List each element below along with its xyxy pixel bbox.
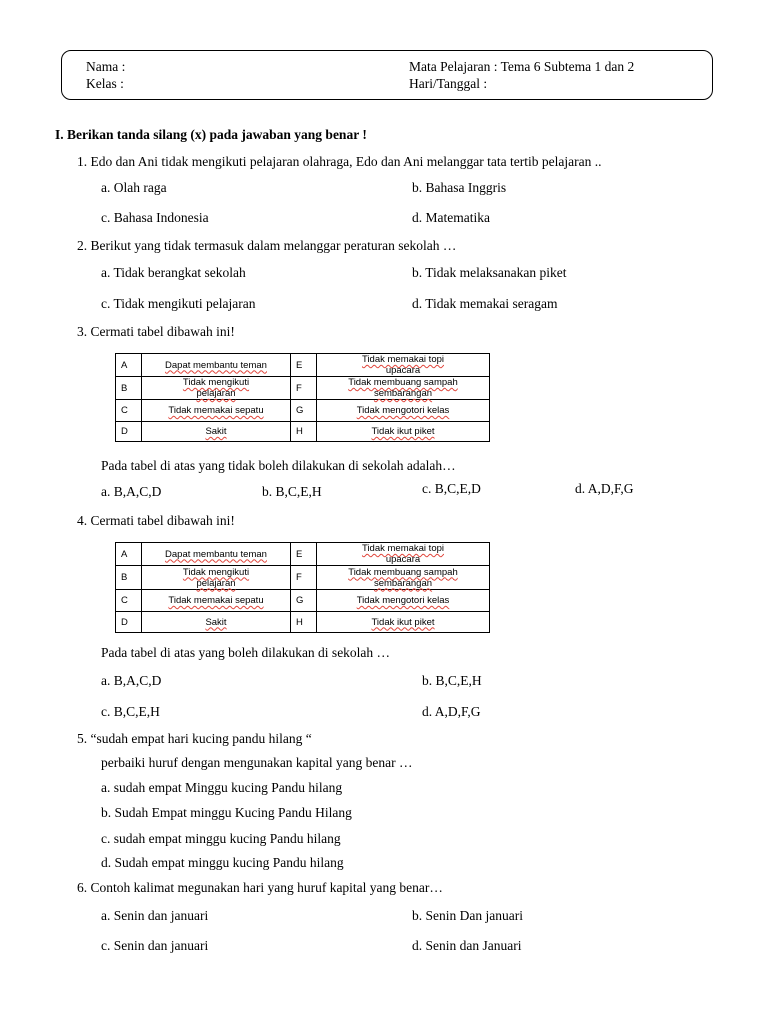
- rules-table-2: [115, 542, 490, 633]
- table-cell-text: Tidak memakai topi upacara: [317, 354, 490, 377]
- q5-option-c[interactable]: c. sudah empat minggu kucing Pandu hilang: [101, 831, 341, 846]
- table-row: [116, 377, 490, 400]
- table-cell-code: D: [116, 422, 142, 442]
- table-cell-code: H: [291, 422, 317, 442]
- question-5: 5. “sudah empat hari kucing pandu hilang “: [77, 731, 312, 746]
- question-4: 4. Cermati tabel dibawah ini!: [77, 513, 235, 528]
- question-3: 3. Cermati tabel dibawah ini!: [77, 324, 235, 339]
- q3-option-c[interactable]: c. B,C,E,D: [422, 481, 481, 496]
- table-cell-text: Tidak membuang sampah sembarangan: [317, 377, 490, 400]
- kelas-label: Kelas :: [86, 76, 124, 91]
- q6-option-b[interactable]: b. Senin Dan januari: [412, 908, 523, 923]
- table-cell-code: A: [116, 543, 142, 566]
- table-cell-text: Tidak memakai sepatu: [142, 590, 291, 612]
- table-row: [116, 590, 490, 612]
- table-cell-code: D: [116, 612, 142, 633]
- q6-option-c[interactable]: c. Senin dan januari: [101, 938, 209, 953]
- q2-option-d[interactable]: d. Tidak memakai seragam: [412, 296, 558, 311]
- section-title: I. Berikan tanda silang (x) pada jawaban yang benar !: [55, 127, 367, 142]
- q5-option-a[interactable]: a. sudah empat Minggu kucing Pandu hilang: [101, 780, 343, 795]
- table-cell-text: Tidak memakai topi upacara: [317, 543, 490, 566]
- q1-option-d[interactable]: d. Matematika: [412, 210, 490, 225]
- table-row: [116, 400, 490, 422]
- table-cell-text: Tidak memakai sepatu: [142, 400, 291, 422]
- table-cell-code: A: [116, 354, 142, 377]
- q5-option-d[interactable]: d. Sudah empat minggu kucing Pandu hilang: [101, 855, 344, 870]
- table-cell-code: B: [116, 377, 142, 400]
- table-cell-code: G: [291, 400, 317, 422]
- table-cell-code: E: [291, 354, 317, 377]
- q3-option-b[interactable]: b. B,C,E,H: [262, 484, 322, 499]
- table-cell-code: H: [291, 612, 317, 633]
- q4-option-a[interactable]: a. B,A,C,D: [101, 673, 162, 688]
- question-1: 1. Edo dan Ani tidak mengikuti pelajaran olahraga, Edo dan Ani melanggar tata tertib pelajaran ..: [77, 154, 602, 169]
- q2-option-b[interactable]: b. Tidak melaksanakan piket: [412, 265, 567, 280]
- table-cell-text: Tidak mengotori kelas: [317, 400, 490, 422]
- q5-prompt: perbaiki huruf dengan mengunakan kapital yang benar …: [101, 755, 413, 770]
- table-cell-text: Tidak ikut piket: [317, 612, 490, 633]
- table-cell-text: Dapat membantu teman: [142, 543, 291, 566]
- table-cell-text: Tidak membuang sampah sembarangan: [317, 566, 490, 590]
- table-row: [116, 422, 490, 442]
- q3-option-a[interactable]: a. B,A,C,D: [101, 484, 162, 499]
- q2-option-c[interactable]: c. Tidak mengikuti pelajaran: [101, 296, 256, 311]
- table-cell-code: G: [291, 590, 317, 612]
- q3-prompt: Pada tabel di atas yang tidak boleh dilakukan di sekolah adalah…: [101, 458, 456, 473]
- table-cell-text: Tidak mengikuti pelajaran: [142, 566, 291, 590]
- table-cell-code: E: [291, 543, 317, 566]
- q4-option-d[interactable]: d. A,D,F,G: [422, 704, 481, 719]
- q4-option-b[interactable]: b. B,C,E,H: [422, 673, 482, 688]
- table-cell-text: Sakit: [142, 612, 291, 633]
- q1-option-c[interactable]: c. Bahasa Indonesia: [101, 210, 209, 225]
- identity-header-box: [61, 50, 713, 100]
- table-cell-text: Tidak mengotori kelas: [317, 590, 490, 612]
- rules-table-1: [115, 353, 490, 442]
- q4-prompt: Pada tabel di atas yang boleh dilakukan di sekolah …: [101, 645, 391, 660]
- table-cell-code: F: [291, 566, 317, 590]
- q2-option-a[interactable]: a. Tidak berangkat sekolah: [101, 265, 246, 280]
- table-row: [116, 612, 490, 633]
- q6-option-a[interactable]: a. Senin dan januari: [101, 908, 209, 923]
- table-cell-code: F: [291, 377, 317, 400]
- question-6: 6. Contoh kalimat megunakan hari yang huruf kapital yang benar…: [77, 880, 443, 895]
- table-cell-text: Dapat membantu teman: [142, 354, 291, 377]
- q4-option-c[interactable]: c. B,C,E,H: [101, 704, 160, 719]
- table-cell-text: Sakit: [142, 422, 291, 442]
- table-row: [116, 566, 490, 590]
- table-cell-code: C: [116, 400, 142, 422]
- table-row: [116, 543, 490, 566]
- table-cell-text: Tidak ikut piket: [317, 422, 490, 442]
- table-row: [116, 354, 490, 377]
- q1-option-a[interactable]: a. Olah raga: [101, 180, 167, 195]
- q3-option-d[interactable]: d. A,D,F,G: [575, 481, 634, 496]
- q1-option-b[interactable]: b. Bahasa Inggris: [412, 180, 507, 195]
- table-cell-code: B: [116, 566, 142, 590]
- q6-option-d[interactable]: d. Senin dan Januari: [412, 938, 522, 953]
- table-cell-text: Tidak mengikuti pelajaran: [142, 377, 291, 400]
- nama-label: Nama :: [86, 59, 126, 74]
- q5-option-b[interactable]: b. Sudah Empat minggu Kucing Pandu Hilang: [101, 805, 352, 820]
- question-2: 2. Berikut yang tidak termasuk dalam melanggar peraturan sekolah …: [77, 238, 457, 253]
- table-cell-code: C: [116, 590, 142, 612]
- mata-pelajaran-label: Mata Pelajaran : Tema 6 Subtema 1 dan 2: [409, 59, 635, 74]
- hari-tanggal-label: Hari/Tanggal :: [409, 76, 488, 91]
